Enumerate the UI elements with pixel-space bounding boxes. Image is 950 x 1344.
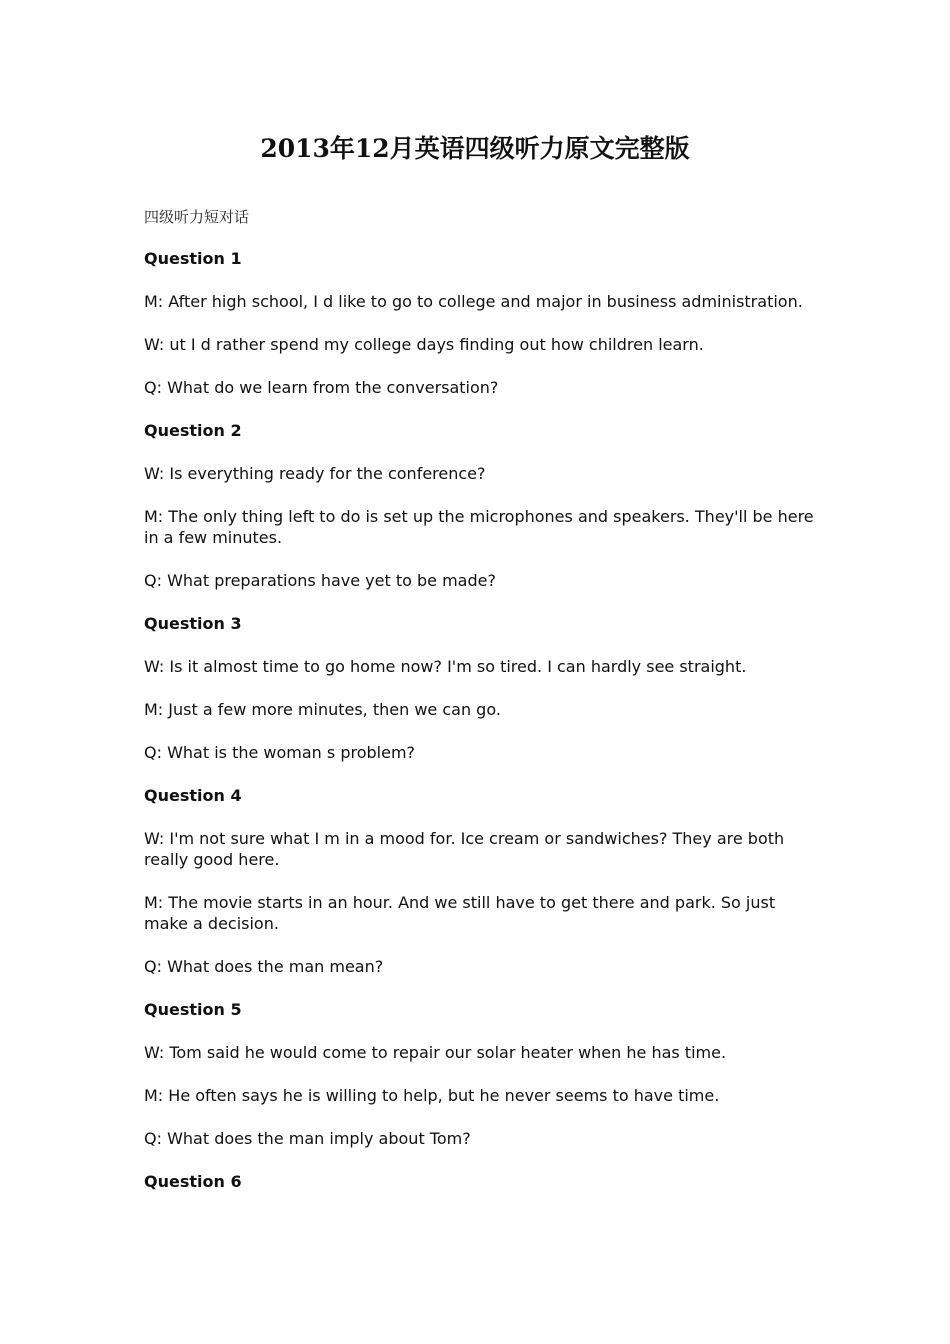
dialogue-line-man: M: The movie starts in an hour. And we still have to get there and park. So just make a decision. bbox=[144, 893, 776, 933]
document-title: 2013年12月英语四级听力原文完整版 bbox=[260, 134, 690, 163]
dialogue-line-woman: W: I'm not sure what I m in a mood for. Ice cream or sandwiches? They are both really good here. bbox=[144, 829, 785, 869]
question-1 bbox=[144, 248, 816, 398]
question-prompt: Q: What does the man imply about Tom? bbox=[144, 1129, 471, 1148]
dialogue-line-man: M: Just a few more minutes, then we can go. bbox=[144, 700, 501, 719]
question-6 bbox=[144, 1171, 816, 1192]
question-label: Question 2 bbox=[144, 421, 242, 440]
question-label: Question 1 bbox=[144, 249, 242, 268]
dialogue-line-woman: W: Is everything ready for the conference? bbox=[144, 464, 486, 483]
section-heading: 四级听力短对话 bbox=[144, 208, 250, 226]
question-prompt: Q: What is the woman s problem? bbox=[144, 743, 416, 762]
dialogue-line-man: M: He often says he is willing to help, but he never seems to have time. bbox=[144, 1086, 720, 1105]
dialogue-line-woman: W: Tom said he would come to repair our solar heater when he has time. bbox=[144, 1043, 727, 1062]
dialogue-line-woman: W: ut I d rather spend my college days finding out how children learn. bbox=[144, 335, 704, 354]
question-prompt: Q: What do we learn from the conversation? bbox=[144, 378, 499, 397]
dialogue-line-man: M: After high school, I d like to go to college and major in business administration. bbox=[144, 292, 803, 311]
question-prompt: Q: What does the man mean? bbox=[144, 957, 384, 976]
question-label: Question 5 bbox=[144, 1000, 242, 1019]
question-label: Question 4 bbox=[144, 786, 242, 805]
question-3 bbox=[144, 613, 816, 763]
dialogue-line-woman: W: Is it almost time to go home now? I'm so tired. I can hardly see straight. bbox=[144, 657, 747, 676]
question-label: Question 6 bbox=[144, 1172, 242, 1191]
question-2 bbox=[144, 420, 816, 591]
question-4 bbox=[144, 785, 816, 977]
question-label: Question 3 bbox=[144, 614, 242, 633]
question-5 bbox=[144, 999, 816, 1149]
dialogue-line-man: M: The only thing left to do is set up the microphones and speakers. They'll be here in a few minutes. bbox=[144, 507, 814, 547]
question-prompt: Q: What preparations have yet to be made? bbox=[144, 571, 496, 590]
question-list bbox=[144, 248, 816, 1214]
